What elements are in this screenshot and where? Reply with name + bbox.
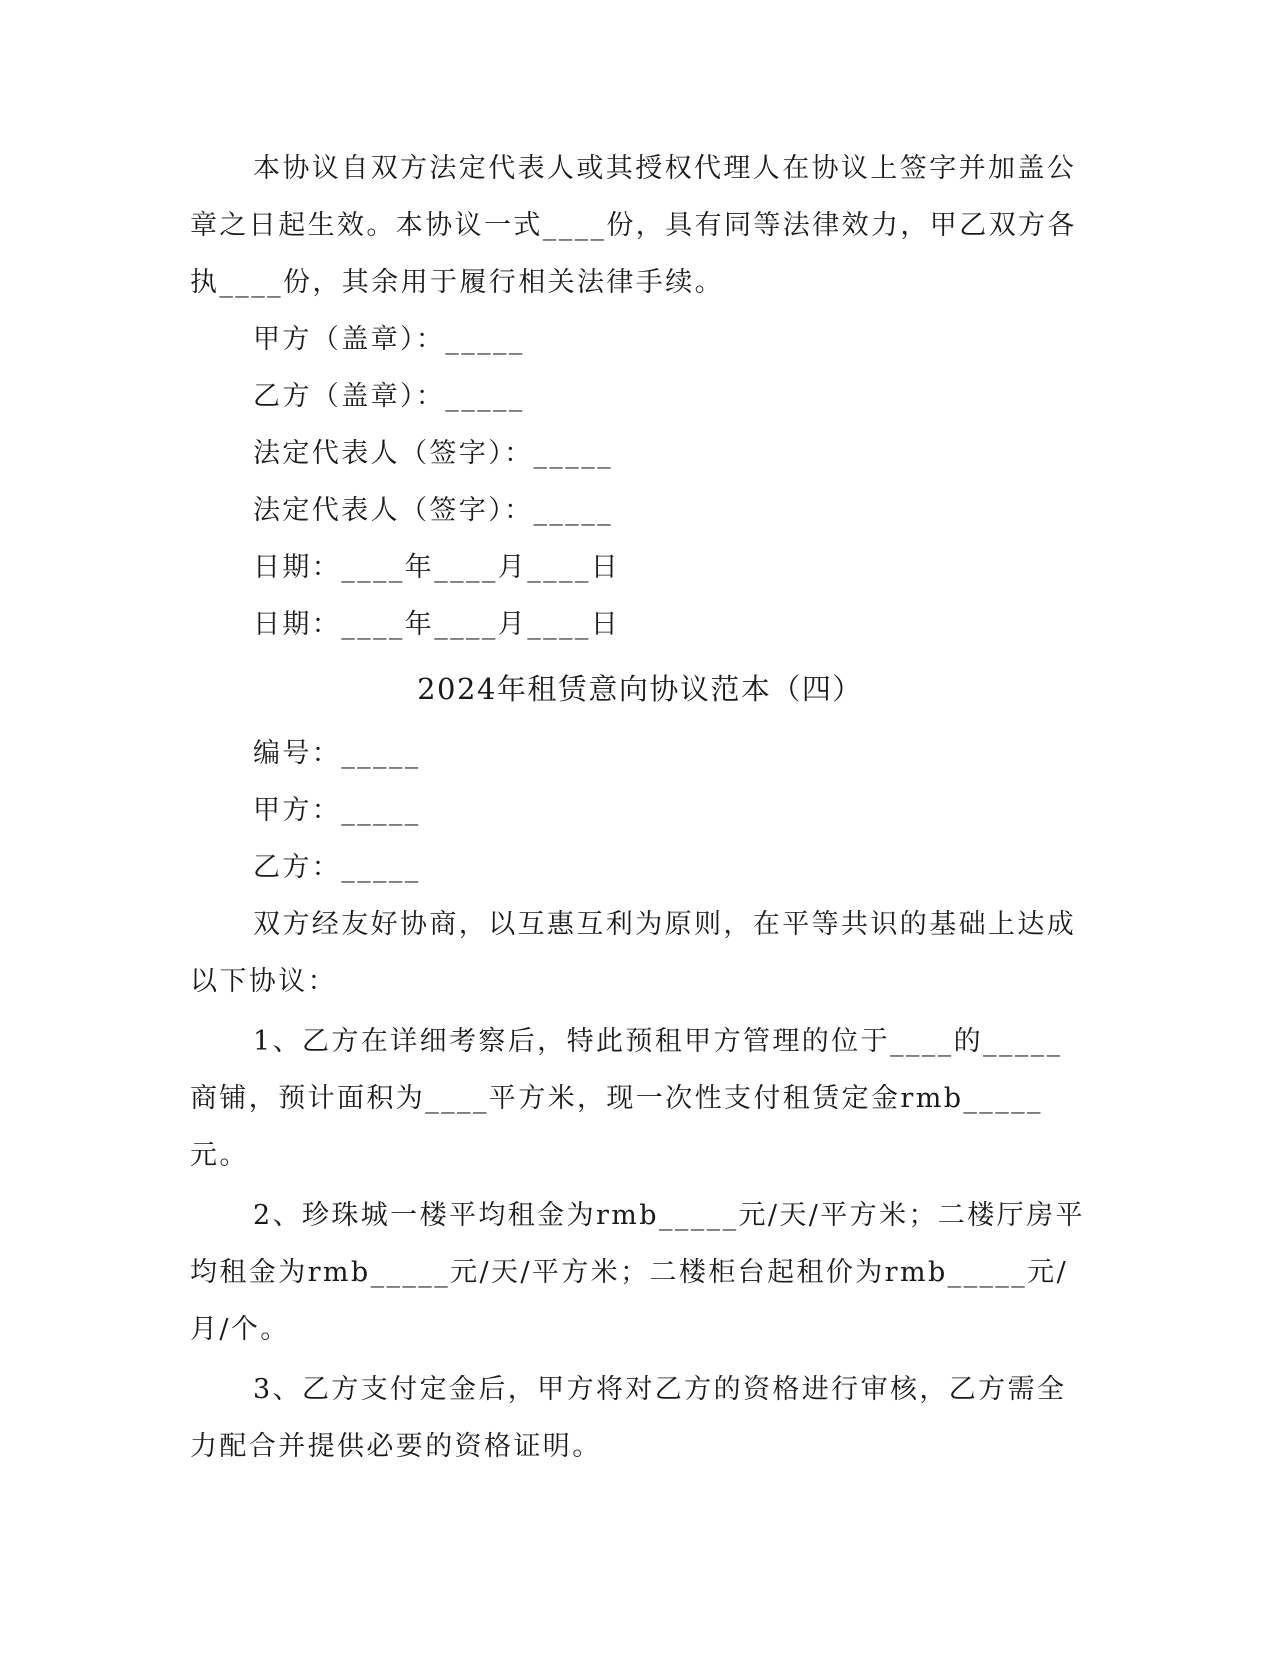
party-a-field: 甲方：_____ bbox=[253, 795, 421, 826]
clause-3: 3、乙方支付定金后，甲方将对乙方的资格进行审核，乙方需全力配合并提供必要的资格证明。 bbox=[190, 1374, 1067, 1462]
date-line-a: 日期：____年____月____日 bbox=[253, 552, 621, 583]
document-body bbox=[190, 140, 1090, 1475]
effective-clause-paragraph: 本协议自双方法定代表人或其授权代理人在协议上签字并加盖公章之日起生效。本协议一式____份，具有同等法律效力，甲乙双方各执____份，其余用于履行相关法律手续。 bbox=[190, 153, 1077, 298]
date-line-b: 日期：____年____月____日 bbox=[253, 609, 621, 640]
party-a-seal-line: 甲方（盖章）：_____ bbox=[253, 324, 525, 355]
clause-1: 1、乙方在详细考察后，特此预租甲方管理的位于____的_____商铺，预计面积为____平方米，现一次性支付租赁定金rmb_____元。 bbox=[190, 1026, 1063, 1171]
clause-2: 2、珍珠城一楼平均租金为rmb_____元/天/平方米；二楼厅房平均租金为rmb_____元/天/平方米；二楼柜台起租价为rmb_____元/月/个。 bbox=[190, 1200, 1085, 1345]
party-b-field: 乙方：_____ bbox=[253, 852, 421, 883]
party-b-seal-line: 乙方（盖章）：_____ bbox=[253, 381, 525, 412]
preamble-paragraph: 双方经友好协商，以互惠互利为原则，在平等共识的基础上达成以下协议： bbox=[190, 909, 1077, 997]
legal-rep-signature-line-a: 法定代表人（签字）：_____ bbox=[253, 438, 613, 469]
section-title: 2024年租赁意向协议范本（四） bbox=[417, 672, 863, 706]
contract-number-field: 编号：_____ bbox=[253, 738, 421, 769]
legal-rep-signature-line-b: 法定代表人（签字）：_____ bbox=[253, 495, 613, 526]
